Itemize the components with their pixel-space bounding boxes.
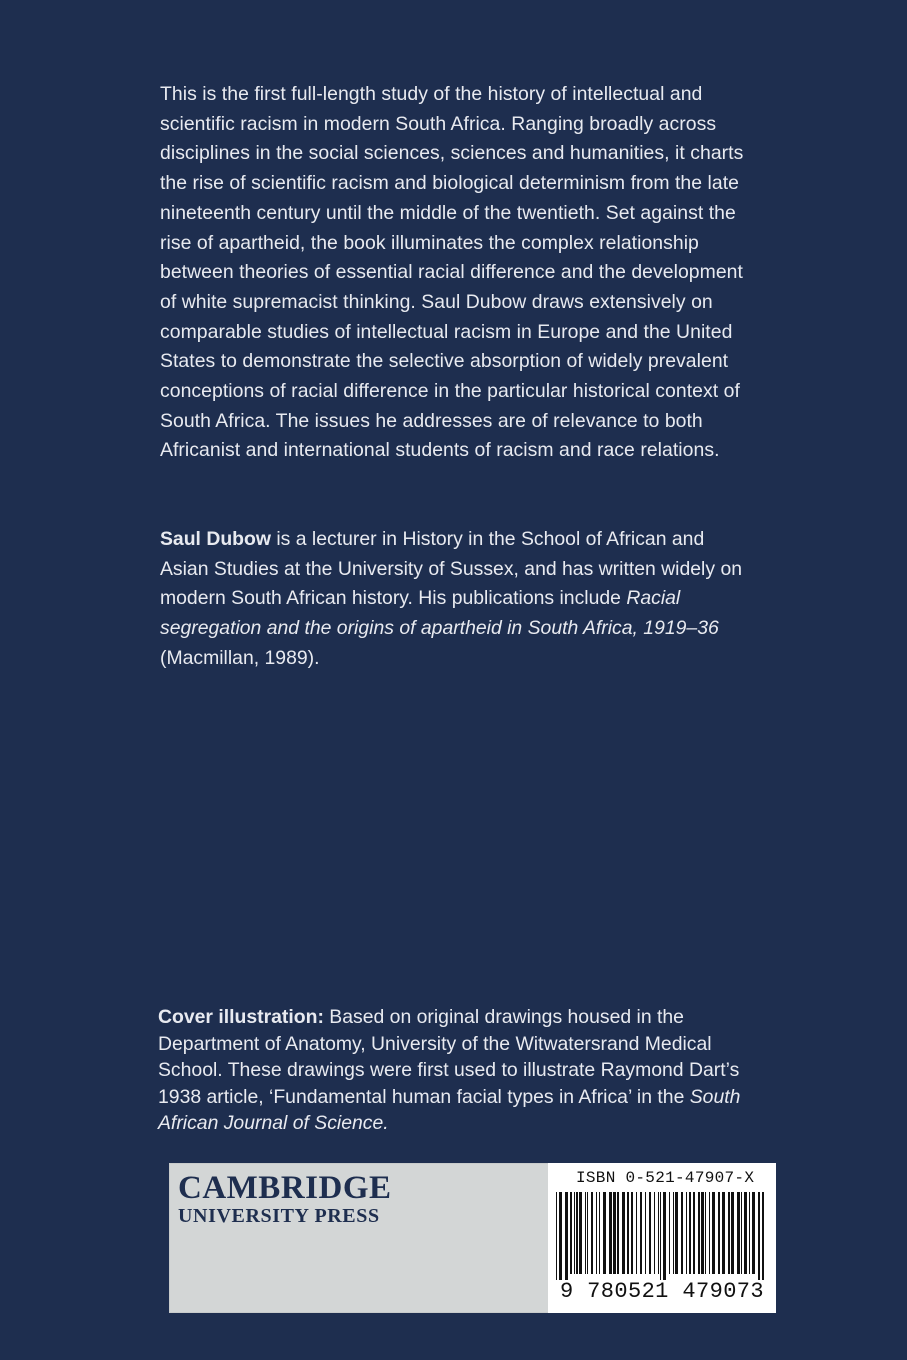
barcode-bar xyxy=(744,1192,747,1274)
barcode-bar xyxy=(701,1192,704,1274)
barcode-bar xyxy=(645,1192,646,1274)
barcode-bar xyxy=(640,1192,642,1274)
barcode-bar xyxy=(609,1192,612,1274)
journal-title: South African Journal of Science. xyxy=(158,1085,741,1134)
cover-illustration-note xyxy=(158,1004,758,1137)
cover-illustration-text: Based on original drawings housed in the Department of Anatomy, University of the Witwatersrand Medical School. These drawings were first used to illustrate Raymond Dart’s 1938 article, ‘Fundamental human facial types in Africa’ in the xyxy=(158,1006,740,1108)
barcode-bar xyxy=(570,1192,572,1274)
barcode-bar xyxy=(559,1192,562,1280)
author-bio-text: is a lecturer in History in the School of African and Asian Studies at the University of Sussex, and has written widely on modern South African history. His publications include xyxy=(160,528,743,610)
barcode-bar xyxy=(587,1192,588,1274)
author-bio-publisher: (Macmillan, 1989). xyxy=(160,646,320,669)
barcode-bar xyxy=(658,1192,659,1274)
publisher-panel xyxy=(169,1163,776,1313)
barcode-bar xyxy=(731,1192,734,1274)
barcode-bar xyxy=(709,1192,710,1274)
barcode-bar xyxy=(660,1192,661,1280)
barcode-bar xyxy=(741,1192,742,1274)
barcode-block xyxy=(548,1163,776,1313)
barcode-bar xyxy=(591,1192,593,1274)
barcode-bar xyxy=(693,1192,695,1274)
barcode-bar xyxy=(613,1192,616,1274)
barcode-bar xyxy=(603,1192,606,1274)
book-description-text: This is the first full-length study of the history of intellectual and scientific racism in modern South Africa. Ranging broadly across disciplines in the social sciences, sciences and humanities, it charts the rise of scientific racism and biological determinism from the late nineteenth century until the middle of the twentieth. Set against the rise of apartheid, the book illuminates the complex relationship between theories of essential racial difference and the development of white supremacist thinking. Saul Dubow draws extensively on comparable studies of intellectual racism in Europe and the United States to demonstrate the selective absorption of widely prevalent conceptions of racial difference in the particular historical context of South Africa. The issues he addresses are of relevance to both Africanist and international students of racism and race relations. xyxy=(160,83,744,462)
barcode-bar xyxy=(675,1192,678,1274)
barcode-digits: 9 780521 479073 xyxy=(559,1279,765,1304)
barcode-bar xyxy=(758,1192,760,1280)
barcode-bar xyxy=(752,1192,755,1274)
barcode-bar xyxy=(728,1192,730,1274)
author-name: Saul Dubow xyxy=(160,528,271,550)
publisher-name-line1: CAMBRIDGE xyxy=(178,1170,392,1206)
barcode-bar xyxy=(649,1192,651,1274)
barcode-bar xyxy=(762,1192,764,1280)
barcode-bar xyxy=(749,1192,750,1274)
barcode-bar xyxy=(705,1192,706,1274)
publisher-logo xyxy=(178,1171,392,1227)
barcode-bar xyxy=(686,1192,687,1274)
barcode-bar xyxy=(712,1192,715,1274)
book-description xyxy=(160,80,750,466)
barcode-bar xyxy=(718,1192,720,1274)
isbn-label: ISBN 0-521-47907-X xyxy=(576,1169,755,1187)
barcode-bar xyxy=(722,1192,725,1274)
barcode-bar xyxy=(617,1192,619,1274)
barcode-bar xyxy=(574,1192,575,1274)
barcode-bar xyxy=(622,1192,625,1274)
barcode-bar xyxy=(565,1192,568,1280)
barcode-bar xyxy=(681,1192,683,1274)
barcode-bar xyxy=(585,1192,586,1274)
publisher-name-line2: UNIVERSITY PRESS xyxy=(178,1205,380,1227)
barcode-icon xyxy=(554,1192,770,1280)
barcode-bar xyxy=(627,1192,629,1274)
barcode-bar xyxy=(698,1192,700,1274)
barcode-bar xyxy=(669,1192,670,1274)
author-bio xyxy=(160,525,750,674)
barcode-bar xyxy=(689,1192,691,1274)
barcode-bar xyxy=(673,1192,674,1274)
barcode-bar xyxy=(556,1192,557,1280)
barcode-bar xyxy=(576,1192,578,1274)
barcode-bar xyxy=(663,1192,666,1280)
barcode-bar xyxy=(636,1192,637,1274)
barcode-bar xyxy=(579,1192,582,1274)
barcode-bar xyxy=(654,1192,655,1274)
cover-illustration-label: Cover illustration: xyxy=(158,1006,324,1028)
previous-book-title: Racial segregation and the origins of apartheid in South Africa, 1919–36 xyxy=(160,587,719,640)
barcode-bar xyxy=(737,1192,740,1274)
barcode-bar xyxy=(599,1192,600,1274)
barcode-bar xyxy=(596,1192,597,1274)
barcode-bar xyxy=(631,1192,633,1274)
